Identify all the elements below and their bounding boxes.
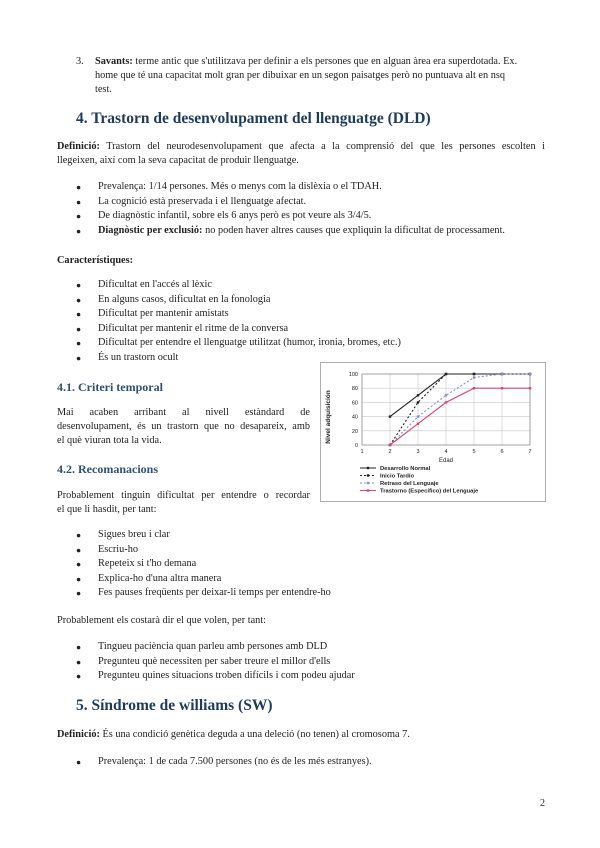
data-point <box>473 387 475 389</box>
data-point <box>529 373 531 375</box>
x-tick-label: 6 <box>500 449 504 455</box>
data-point <box>417 415 419 417</box>
y-tick-label: 0 <box>354 443 358 449</box>
savants-item <box>76 55 546 69</box>
language-development-chart <box>320 362 546 502</box>
list-item: ● Dificultat per entendre el llenguatge utilitzat (humor, ironia, bromes, etc.) <box>76 336 401 351</box>
legend-entry: Retraso del Lenguaje <box>380 481 439 487</box>
y-tick-label: 20 <box>351 428 358 435</box>
section-4-1-title: 4.1. Criteri temporal <box>57 380 163 394</box>
y-tick-label: 40 <box>351 414 358 421</box>
legend-marker <box>367 474 369 476</box>
legend-entry: Desarrollo Normal <box>380 466 431 472</box>
x-tick-label: 7 <box>528 449 532 455</box>
list-item: ● La cognició està preservada i el llenguatge afectat. <box>76 195 505 210</box>
data-point <box>473 373 475 375</box>
list-item: ● Dificultat per mantenir amistats <box>76 307 401 322</box>
definition-line1: Trastorn del neurodesenvolupament que afecta a la comprensió del que les persones escolten i <box>106 141 546 152</box>
list-item: ● Prevalença: 1 de cada 7.500 persones (no és de les més estranyes). <box>76 755 372 770</box>
recommendations-list-1 <box>76 528 331 601</box>
data-point <box>389 415 391 417</box>
legend-entry: Inicio Tardío <box>380 473 415 480</box>
list-item: ● De diagnòstic infantil, sobre els 6 anys però es pot veure als 3/4/5. <box>76 209 505 224</box>
x-tick-label: 1 <box>360 449 364 455</box>
legend-marker <box>367 467 369 469</box>
recommendations-list-2 <box>76 640 355 684</box>
data-point <box>389 444 391 446</box>
definition-label: Definició: <box>57 729 100 740</box>
list-item: ● En alguns casos, dificultat en la fonologia <box>76 293 401 308</box>
y-tick-label: 100 <box>348 372 358 378</box>
section-4-1-line1: Mai acaben arribant al nivell estàndard de <box>57 407 310 418</box>
list-item: ● Dificultat en l'accés al lèxic <box>76 278 401 293</box>
definition-text: És una condició genètica deguda a una deleció (no tenen) al cromosoma 7. <box>102 729 410 740</box>
data-point <box>501 373 503 375</box>
list-item: ● Fes pauses freqüents per deixar-li temps per entendre-ho <box>76 586 331 601</box>
y-axis-label: Nivel adquisición <box>325 390 332 444</box>
section-4-bullets <box>76 180 505 238</box>
legend-marker <box>367 489 369 491</box>
characteristics-list <box>76 278 401 365</box>
list-item: ● Tingueu paciència quan parleu amb persones amb DLD <box>76 640 355 655</box>
section-4-1-line2: desenvolupament, és un trastorn que no desapareix, amb <box>57 421 310 432</box>
y-tick-label: 80 <box>351 386 358 393</box>
x-tick-label: 4 <box>444 449 448 455</box>
data-point <box>445 394 447 396</box>
x-tick-label: 3 <box>416 449 420 455</box>
page-number: 2 <box>540 798 545 809</box>
y-tick-label: 60 <box>351 400 358 407</box>
section-4-2-intro3: Probablement els costarà dir el que volen, per tant: <box>57 615 267 626</box>
data-point <box>445 373 447 375</box>
list-item: ● Prevalença: 1/14 persones. Més o menys com la dislèxia o el TDAH. <box>76 180 505 195</box>
legend-marker <box>367 482 369 484</box>
section-4-title: 4. Trastorn de desenvolupament del llenguatge (DLD) <box>76 110 431 127</box>
x-axis-label: Edad <box>438 458 454 464</box>
data-point <box>417 394 419 396</box>
list-item: ● És un trastorn ocult <box>76 351 401 366</box>
data-point <box>445 401 447 403</box>
definition-label: Definició: <box>57 141 100 152</box>
data-point <box>501 387 503 389</box>
data-point <box>417 401 419 403</box>
list-item: ● Escriu-ho <box>76 543 331 558</box>
x-tick-label: 2 <box>388 449 392 455</box>
savants-line3: test. <box>95 84 112 95</box>
list-item: ● Dificultat per mantenir el ritme de la conversa <box>76 322 401 337</box>
legend-entry: Trastorno (Específico) del Lenguaje <box>380 488 479 495</box>
list-item: ● Explica-ho d'una altra manera <box>76 572 331 587</box>
list-item: ● Repeteix si t'ho demana <box>76 557 331 572</box>
x-tick-label: 5 <box>472 449 476 455</box>
section-5-bullets <box>76 755 372 770</box>
section-5-definition <box>57 728 410 742</box>
list-item: ● Diagnòstic per exclusió: no poden haver altres causes que expliquin la dificultat de processament. <box>76 224 505 239</box>
section-4-2-title: 4.2. Recomanacions <box>57 462 158 476</box>
data-point <box>417 423 419 425</box>
list-item: ● Pregunteu quines situacions troben difícils i com podeu ajudar <box>76 669 355 684</box>
savants-line2: home que té una capacitat molt gran per dibuixar en un segon paisatges però no puntuava alt en nsq <box>95 70 506 81</box>
section-4-definition <box>57 140 545 154</box>
data-point <box>529 387 531 389</box>
savants-term: Savants: <box>95 56 133 67</box>
section-5-title: 5. Síndrome de williams (SW) <box>76 697 273 714</box>
section-4-1-line3: el què viuran tota la vida. <box>57 435 162 446</box>
data-point <box>473 376 475 378</box>
list-item: ● Sigues breu i clar <box>76 528 331 543</box>
savants-line1: terme antic que s'utilitzava per definir a els persones que en alguan àrea era superdotada. Ex. <box>135 56 518 67</box>
list-item: ● Pregunteu què necessiten per saber treure el millor d'ells <box>76 655 355 670</box>
section-4-2-intro2: el que li hasdit, per tant: <box>57 504 157 515</box>
item-number: 3. <box>76 56 84 67</box>
section-4-2-intro1: Probablement tinguin dificultat per entendre o recordar <box>57 490 310 501</box>
characteristics-label: Característiques: <box>57 255 134 266</box>
definition-line2: llegeixen, així com la seva capacitat de produir llenguatge. <box>57 155 299 166</box>
